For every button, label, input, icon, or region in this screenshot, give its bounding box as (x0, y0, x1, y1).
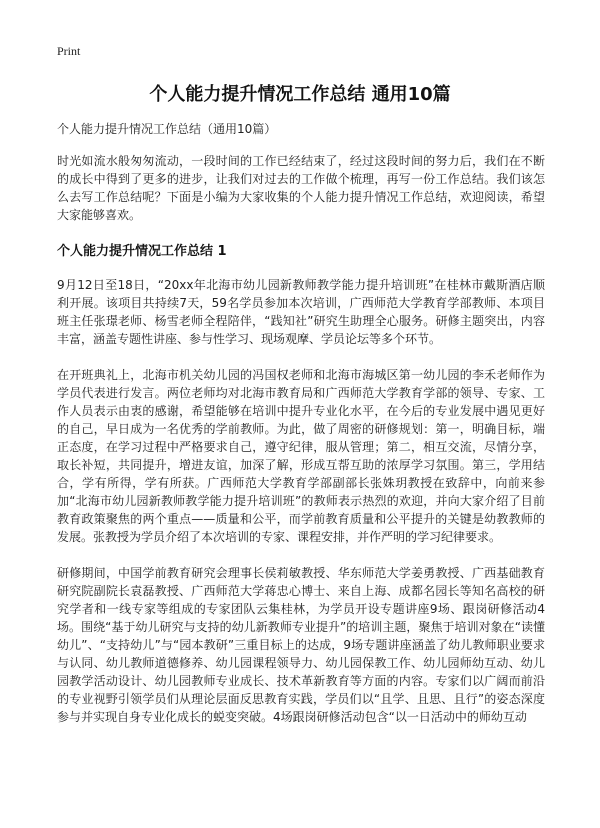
intro-paragraph: 时光如流水般匆匆流动，一段时间的工作已经结束了，经过这段时间的努力后，我们在不断的成长中得到了更多的进步，让我们对过去的工作做个梳理，再写一份工作总结。我们该怎么去写工作总结呢？下面是小编为大家收集的个人能力提升情况工作总结，欢迎阅读，希望大家能够喜欢。 (57, 154, 545, 222)
article-body (57, 120, 545, 744)
page-title: 个人能力提升情况工作总结 通用10篇 (149, 84, 451, 105)
body-paragraph: 在开班典礼上，北海市机关幼儿园的冯国权老师和北海市海城区第一幼儿园的李禾老师作为学员代表进行发言。两位老师均对北海市教育局和广西师范大学教育学部的领导、专家、工作人员表示由衷的感谢，希望能够在培训中提升专业化水平，在今后的专业发展中遇见更好的自己，早日成为一名优秀的学前教师。为此，做了周密的研修规划：第一，明确目标，端正态度，在学习过程中严格要求自己，遵守纪律，服从管理；第二，相互交流，尽情分享，取长补短，共同提升，增进友谊，加深了解，形成互帮互助的浓厚学习氛围。第三，学用结合，学有所得，学有所获。广西师范大学教育学部副部长张姝玥教授在致辞中，向前来参加“北海市幼儿园新教师教学能力提升培训班”的教师表示热烈的欢迎，并向大家介绍了目前教育政策聚焦的两个重点——质量和公平，而学前教育质量和公平提升的关键是幼教教师的发展。张教授为学员介绍了本次培训的专家、课程安排，并作严明的学习纪律要求。 (57, 368, 545, 544)
body-paragraph: 9月12日至18日，“20xx年北海市幼儿园新教师教学能力提升培训班”在桂林市戴斯酒店顺利开展。该项目共持续7天，59名学员参加本次培训，广西师范大学教育学部教师、本项目班主任张璟老师、杨雪老师全程陪伴，“践知社”研究生助理全心服务。研修主题突出，内容丰富，涵盖专题性讲座、参与性学习、现场观摩、学员论坛等多个环节。 (57, 278, 545, 346)
print-link[interactable]: Print (57, 44, 81, 58)
body-paragraph: 研修期间，中国学前教育研究会理事长侯莉敏教授、华东师范大学姜勇教授、广西基础教育研究院副院长袁磊教授、广西师范大学蒋忠心博士、来自上海、成都名园长等知名高校的研究学者和一线专家等组成的专家团队云集桂林，为学员开设专题讲座9场、跟岗研修活动4场。围绕“基于幼儿研究与支持的幼儿新教师专业提升”的培训主题，聚焦于培训对象在“读懂幼儿”、“支持幼儿”与“园本教研”三重目标上的达成，9场专题讲座涵盖了幼儿教师职业要求与认同、幼儿教师道德修养、幼儿园课程领导力、幼儿园保教工作、幼儿园师幼互动、幼儿园教学活动设计、幼儿园教师专业成长、技术革新教育等方面的内容。专家们以广阔而前沿的专业视野引领学员们从理论层面反思教育实践，学员们以“且学、且思、且行”的姿态深度参与并实现自身专业化成长的蜕变突破。4场跟岗研修活动包含“以一日活动中的师幼互动 (57, 566, 545, 724)
article-subtitle: 个人能力提升情况工作总结（通用10篇） (57, 122, 277, 136)
section-heading: 个人能力提升情况工作总结 1 (57, 244, 227, 259)
